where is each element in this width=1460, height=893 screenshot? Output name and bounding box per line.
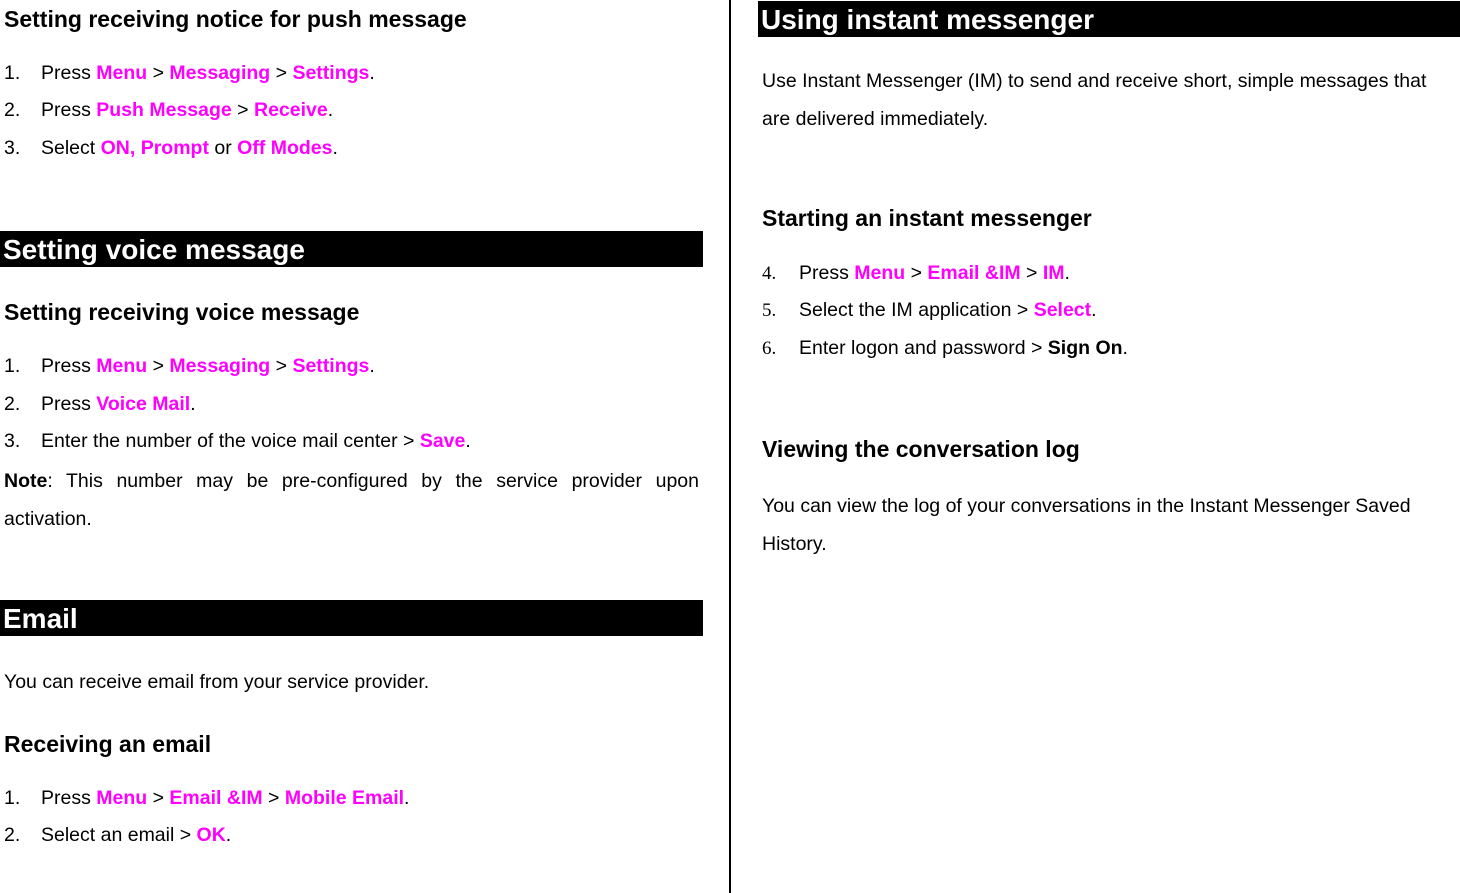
menu-key-text: Menu <box>854 262 906 284</box>
step-text: Enter the number of the voice mail center > <box>41 430 420 452</box>
step-text: > <box>147 787 170 809</box>
step-text: . <box>225 824 232 846</box>
voice-section-bar: Setting voice message <box>0 231 703 267</box>
menu-key-text: Select <box>1033 299 1092 321</box>
step-text: . <box>465 430 471 452</box>
step-item <box>4 137 338 160</box>
note-text: : This number may be pre-configured by the service provider upon activation. <box>4 470 699 530</box>
email-section-bar: Email <box>0 600 703 636</box>
menu-key-text: Menu <box>96 62 148 84</box>
step-text: . <box>1122 337 1128 359</box>
menu-key-text: Menu <box>96 787 148 809</box>
step-text: . <box>332 137 338 159</box>
step-number: 6. <box>762 338 777 359</box>
step-text: Press <box>41 787 97 809</box>
menu-key-text: Settings <box>292 355 370 377</box>
step-item <box>4 99 333 122</box>
step-text: Enter logon and password > <box>799 337 1048 359</box>
step-text: Select the IM application > <box>799 299 1034 321</box>
log-text: You can view the log of your conversations in the Instant Messenger Saved History. <box>762 495 1411 555</box>
menu-key-text: Email &IM <box>169 787 263 809</box>
step-number: 3. <box>4 430 21 452</box>
note-label: Note <box>4 470 48 492</box>
menu-key-text: Voice Mail <box>96 393 191 415</box>
menu-key-text: Mobile Email <box>284 787 405 809</box>
step-number: 2. <box>4 99 21 121</box>
step-text: > <box>147 62 170 84</box>
step-text: Press <box>41 62 97 84</box>
step-item <box>4 355 375 378</box>
step-text: Press <box>41 393 97 415</box>
step-number: 2. <box>4 824 21 846</box>
menu-key-text: Email &IM <box>927 262 1021 284</box>
step-text: > <box>270 355 293 377</box>
menu-key-text: ON, Prompt <box>100 137 209 159</box>
menu-key-text: Push Message <box>96 99 232 121</box>
step-text: Select <box>41 137 101 159</box>
step-item <box>762 337 1128 360</box>
step-number: 1. <box>4 787 21 809</box>
step-number: 1. <box>4 62 21 84</box>
step-text: . <box>1064 262 1070 284</box>
menu-key-text: OK <box>196 824 226 846</box>
step-text: > <box>147 355 170 377</box>
step-text: > <box>231 99 254 121</box>
step-text: Press <box>41 99 97 121</box>
step-number: 2. <box>4 393 21 415</box>
step-number: 3. <box>4 137 21 159</box>
step-text: Select an email > <box>41 824 197 846</box>
step-item <box>4 787 409 810</box>
step-item <box>4 393 196 416</box>
step-item <box>762 262 1070 285</box>
step-text: . <box>369 62 375 84</box>
menu-key-text: Messaging <box>169 62 271 84</box>
voice-note <box>4 462 699 538</box>
step-text: > <box>262 787 285 809</box>
log-heading: Viewing the conversation log <box>762 436 1080 462</box>
step-text: . <box>1091 299 1097 321</box>
start-im-heading: Starting an instant messenger <box>762 205 1092 231</box>
menu-key-text: Save <box>419 430 466 452</box>
menu-key-text: Receive <box>253 99 328 121</box>
push-heading: Setting receiving notice for push message <box>4 6 467 32</box>
step-item <box>4 430 471 453</box>
menu-key-text: IM <box>1042 262 1065 284</box>
email-intro: You can receive email from your service provider. <box>4 671 430 693</box>
step-item <box>762 299 1097 322</box>
step-text: > <box>1020 262 1043 284</box>
menu-key-text: Messaging <box>169 355 271 377</box>
im-intro: Use Instant Messenger (IM) to send and receive short, simple messages that are delivered immediately. <box>762 70 1427 130</box>
step-item <box>4 62 375 85</box>
step-number: 4. <box>762 263 777 284</box>
step-text: . <box>190 393 196 415</box>
step-item <box>4 824 231 847</box>
step-text: Press <box>799 262 855 284</box>
step-text: > <box>270 62 293 84</box>
voice-heading: Setting receiving voice message <box>4 299 360 325</box>
step-text: . <box>404 787 410 809</box>
im-section-bar: Using instant messenger <box>758 1 1460 37</box>
step-number: 1. <box>4 355 21 377</box>
bold-key-text: Sign On <box>1047 337 1123 359</box>
step-text: Press <box>41 355 97 377</box>
step-text: . <box>369 355 375 377</box>
menu-key-text: Off Modes <box>237 137 333 159</box>
step-text: > <box>905 262 928 284</box>
step-text: or <box>208 137 238 159</box>
email-heading: Receiving an email <box>4 731 212 757</box>
column-divider <box>729 0 731 893</box>
menu-key-text: Settings <box>292 62 370 84</box>
step-number: 5. <box>762 300 777 321</box>
menu-key-text: Menu <box>96 355 148 377</box>
step-text: . <box>327 99 334 121</box>
